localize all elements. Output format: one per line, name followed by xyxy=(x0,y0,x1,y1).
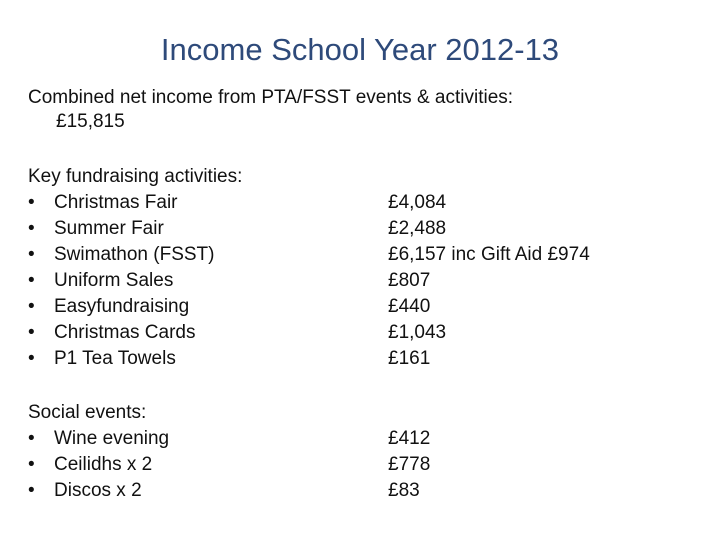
item-label: Summer Fair xyxy=(54,218,164,239)
intro-text: Combined net income from PTA/FSST events & activities: xyxy=(28,87,514,108)
item-label: P1 Tea Towels xyxy=(54,348,176,369)
item-label: Easyfundraising xyxy=(54,296,190,317)
bullet: • xyxy=(28,480,35,501)
bullet: • xyxy=(28,322,35,343)
item-value: £1,043 xyxy=(388,322,447,343)
list-item xyxy=(28,452,152,478)
bullet: • xyxy=(28,428,35,449)
bullet: • xyxy=(28,454,35,475)
social-heading: Social events: xyxy=(28,402,147,423)
item-value: £4,084 xyxy=(388,192,447,213)
bullet: • xyxy=(28,296,35,317)
item-value: £83 xyxy=(388,480,420,501)
list-item xyxy=(28,190,178,216)
item-label: Christmas Fair xyxy=(54,192,178,213)
list-item xyxy=(28,216,164,242)
item-value: £778 xyxy=(388,454,431,475)
list-item xyxy=(28,478,142,504)
item-label: Ceilidhs x 2 xyxy=(54,454,153,475)
item-label: Discos x 2 xyxy=(54,480,142,501)
list-item xyxy=(28,320,195,346)
item-value: £161 xyxy=(388,348,431,369)
list-item xyxy=(28,294,189,320)
list-item xyxy=(28,426,169,452)
item-value: £2,488 xyxy=(388,218,447,239)
bullet: • xyxy=(28,270,35,291)
list-item xyxy=(28,242,214,268)
item-value: £440 xyxy=(388,296,431,317)
item-label: Wine evening xyxy=(54,428,170,449)
item-value: £6,157 inc Gift Aid £974 xyxy=(388,244,590,265)
bullet: • xyxy=(28,192,35,213)
slide-title: Income School Year 2012-13 xyxy=(160,32,560,67)
item-label: Christmas Cards xyxy=(54,322,196,343)
list-item xyxy=(28,346,176,372)
item-label: Swimathon (FSST) xyxy=(54,244,215,265)
bullet: • xyxy=(28,348,35,369)
bullet: • xyxy=(28,218,35,239)
fundraising-heading: Key fundraising activities: xyxy=(28,166,243,187)
list-item xyxy=(28,268,173,294)
intro-total: £15,815 xyxy=(56,111,125,132)
item-label: Uniform Sales xyxy=(54,270,174,291)
item-value: £412 xyxy=(388,428,431,449)
item-value: £807 xyxy=(388,270,431,291)
bullet: • xyxy=(28,244,35,265)
